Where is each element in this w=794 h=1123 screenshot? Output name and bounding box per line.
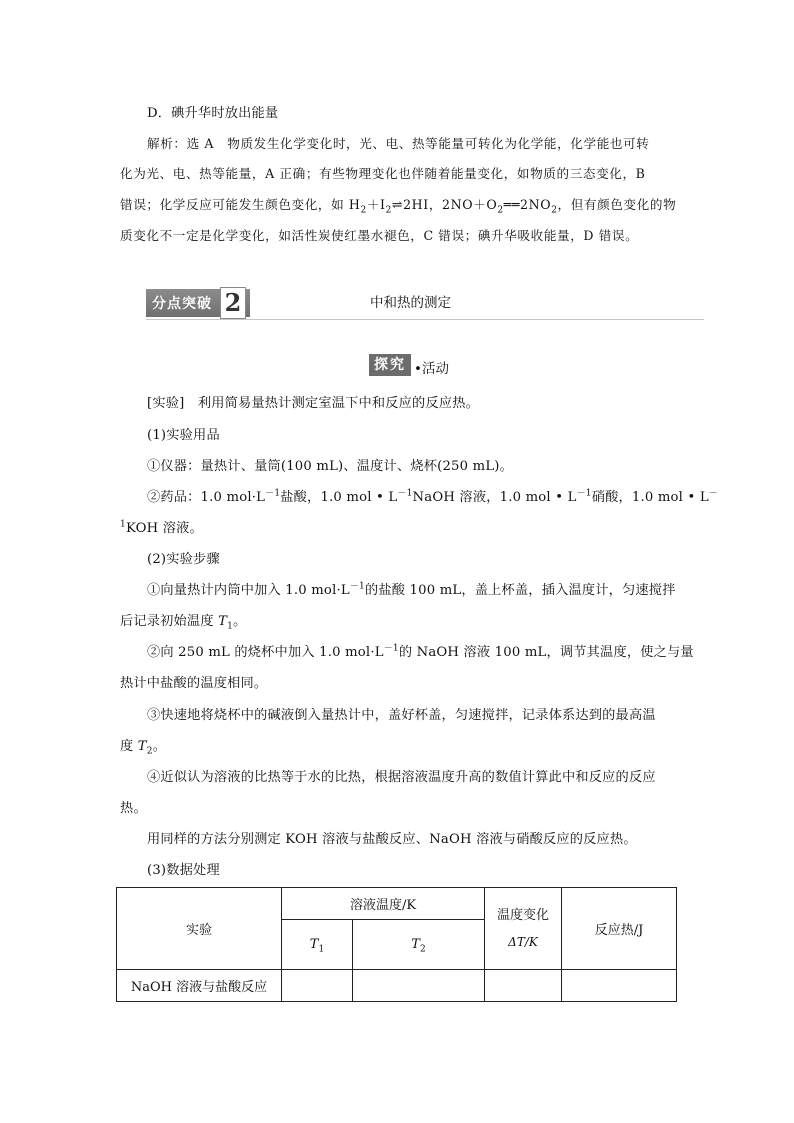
- header-temp-change: 温度变化 ΔT/K: [485, 888, 562, 970]
- header-t1: $T_1$: [282, 920, 353, 970]
- row-label: NaOH 溶液与盐酸反应: [117, 970, 282, 1002]
- header-t2: $T_2$: [353, 920, 485, 970]
- header-reaction-heat: 反应热/J: [562, 888, 677, 970]
- reagents-line-2: $^1$KOH 溶液。: [120, 519, 203, 536]
- step4-line-1: ④近似认为溶液的比热等于水的比热，根据溶液温度升高的数值计算此中和反应的反应: [147, 770, 656, 785]
- step3-line-2: 度 $T_2$。: [120, 739, 167, 757]
- section-badge-number: 2: [220, 287, 246, 319]
- instruments-line: ①仪器：量热计、量筒(100 mL)、温度计、烧杯(250 mL)。: [147, 459, 514, 474]
- solution-line-1: 解析：选 A 物质发生化学变化时，光、电、热等能量可转化为化学能，化学能也可转: [147, 136, 650, 151]
- section-badge: [146, 289, 250, 317]
- explore-suffix: •活动: [414, 361, 449, 377]
- step4-line-2: 热。: [120, 801, 147, 816]
- header-experiment: 实验: [117, 888, 282, 970]
- section-heading: [146, 287, 704, 320]
- step3-line-1: ③快速地将烧杯中的碱液倒入量热计中，盖好杯盖，匀速搅拌，记录体系达到的最高温: [147, 708, 656, 723]
- cell-t2: [353, 970, 485, 1002]
- option-d: D．碘升华时放出能量: [147, 106, 279, 121]
- heading-materials: (1)实验用品: [147, 428, 220, 443]
- explore-label: 探究: [369, 354, 411, 376]
- step2-line-1: ②向 250 mL 的烧杯中加入 1.0 $mol\cdot L^{-1}$的 NaOH 溶液 100 mL，调节其温度，使之与量: [147, 643, 694, 660]
- step1-line-1: ①向量热计内筒中加入 1.0 $mol\cdot L^{-1}$的盐酸 100 mL，盖上杯盖，插入温度计，匀速搅拌: [147, 581, 676, 598]
- solution-line-2: 化为光、电、热等能量，A 正确；有些物理变化也伴随着能量变化，如物质的三态变化，B: [120, 166, 646, 181]
- heading-steps: (2)实验步骤: [147, 552, 220, 567]
- section-title: 中和热的测定: [370, 295, 451, 311]
- solution-line-3: 错误；化学反应可能发生颜色变化，如 $H_2+I_2\rightleftharpoons 2HI$，$2NO+O_2══2NO_2$，但有颜色变化的物: [120, 197, 677, 216]
- header-temperature: 溶液温度/K: [282, 888, 485, 920]
- data-table: [116, 887, 677, 1002]
- same-method-line: 用同样的方法分别测定 KOH 溶液与盐酸反应、NaOH 溶液与硝酸反应的反应热。: [147, 832, 637, 847]
- cell-t1: [282, 970, 353, 1002]
- experiment-intro: [实验] 利用简易量热计测定室温下中和反应的反应热。: [147, 396, 479, 411]
- cell-delta-t: [485, 970, 562, 1002]
- cell-heat: [562, 970, 677, 1002]
- step1-line-2: 后记录初始温度 $T_1$。: [120, 614, 247, 632]
- step2-line-2: 热计中盐酸的温度相同。: [120, 676, 268, 691]
- section-badge-text: 分点突破: [152, 296, 212, 312]
- table-row: [117, 970, 677, 1002]
- reagents-line-1: ②药品：1.0 $mol\cdot L^{-1}$盐酸，1.0 mol • $L^{-1}NaOH$ 溶液，1.0 mol • $L^{-1}$硝酸，1.0 mol • L－: [147, 488, 718, 505]
- solution-line-4: 质变化不一定是化学变化，如活性炭使红墨水褪色，C 错误；碘升华吸收能量，D 错误。: [120, 228, 639, 243]
- heading-data: (3)数据处理: [147, 863, 220, 878]
